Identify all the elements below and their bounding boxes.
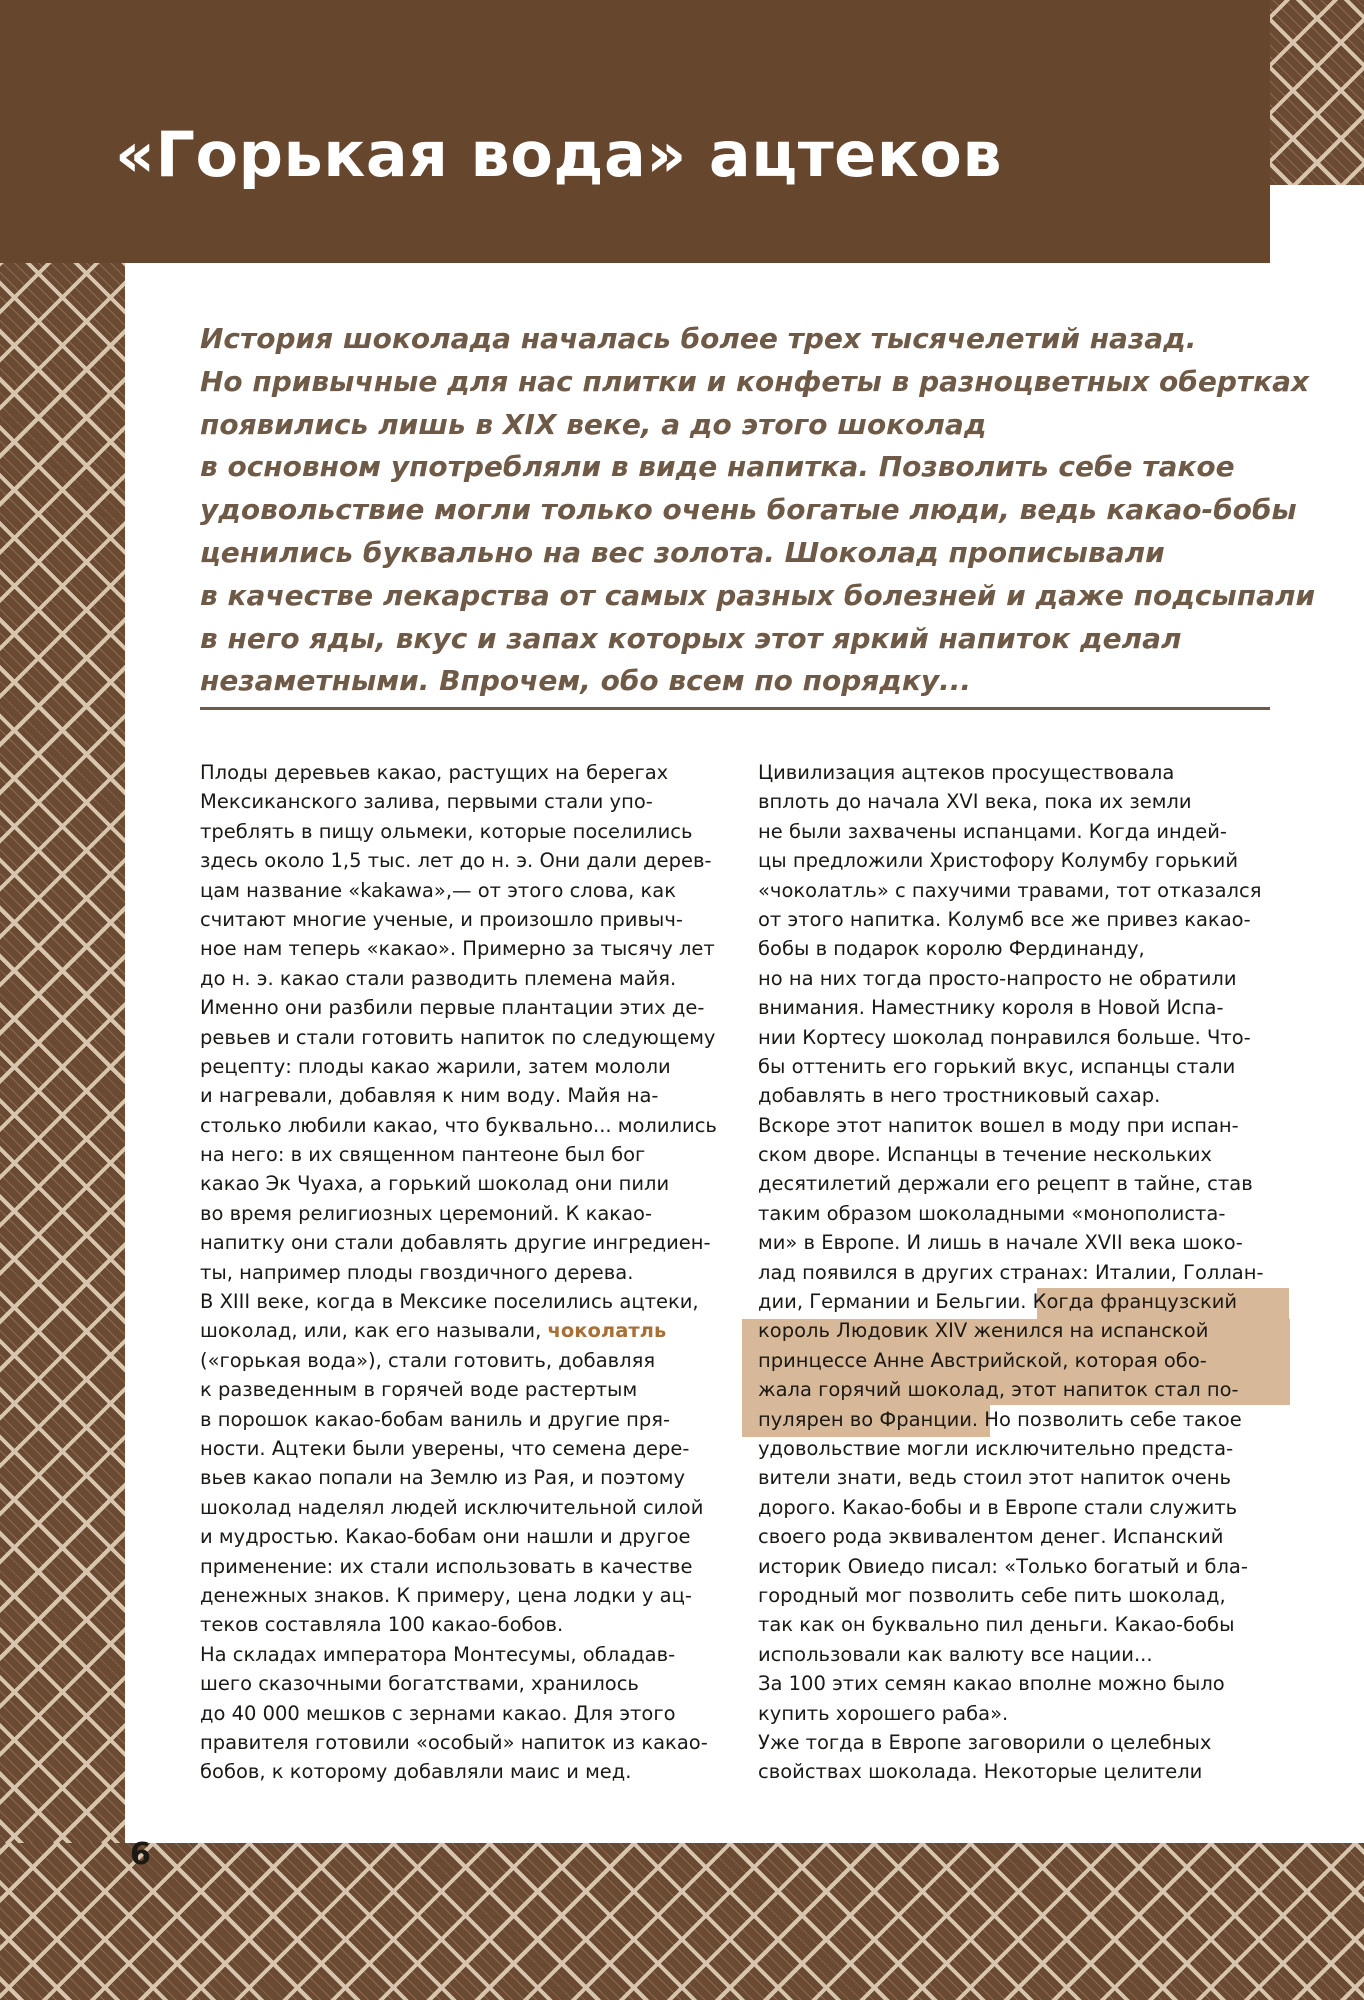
right-column [758, 758, 1278, 1787]
text-line: («горькая вода»), стали готовить, добавляя [200, 1348, 656, 1372]
text-line: бы оттенить его горький вкус, испанцы стали [758, 1054, 1236, 1078]
intro-paragraph [200, 318, 1316, 703]
text-line: бобы в подарок королю Фердинанду, [758, 937, 1145, 961]
text-line: купить хорошего раба». [758, 1701, 1009, 1725]
intro-line: в него яды, вкус и запах которых этот яркий напиток делал [200, 621, 1182, 655]
text-line: пулярен во Франции. Но позволить себе такое [758, 1407, 1242, 1431]
text-line: свойствах шоколада. Некоторые целители [758, 1760, 1203, 1784]
text-line: к разведенным в горячей воде растертым [200, 1378, 638, 1402]
text-line: и мудростью. Какао-бобам они нашли и другое [200, 1525, 691, 1549]
text-line: десятилетий держали его рецепт в тайне, став [758, 1172, 1253, 1196]
highlighted-term: чоколатль [547, 1319, 667, 1343]
decorative-pattern-top-right [1270, 0, 1364, 185]
text-line: Плоды деревьев какао, растущих на берегах [200, 761, 669, 784]
text-line: треблять в пищу ольмеки, которые поселились [200, 819, 693, 843]
text-line: столько любили какао, что буквально... молились [200, 1113, 717, 1137]
text-line: ревьев и стали готовить напиток по следующему [200, 1025, 716, 1049]
title-banner [0, 0, 1270, 263]
intro-line: ценились буквально на вес золота. Шоколад прописывали [200, 535, 1165, 569]
text-line: применение: их стали использовать в качестве [200, 1554, 693, 1578]
text-line: рецепту: плоды какао жарили, затем мололи [200, 1054, 671, 1078]
intro-line: в основном употребляли в виде напитка. Позволить себе такое [200, 450, 1235, 484]
term-prefix: шоколад, или, как его называли, [200, 1319, 548, 1343]
text-line: теков составляла 100 какао-бобов. [200, 1613, 564, 1637]
text-line: и нагревали, добавляя к ним воду. Майя на- [200, 1084, 659, 1108]
text-line: Цивилизация ацтеков просуществовала [758, 761, 1175, 784]
text-line: вплоть до начала XVI века, пока их земли [758, 790, 1192, 814]
text-line: Уже тогда в Европе заговорили о целебных [758, 1730, 1212, 1754]
text-line: На складах императора Монтесумы, обладав- [200, 1642, 676, 1666]
text-line: какао Эк Чуаха, а горький шоколад они пили [200, 1172, 670, 1196]
left-column [200, 758, 720, 1787]
text-line: В XIII веке, когда в Мексике поселились ацтеки, [200, 1290, 699, 1314]
text-line: принцессе Анне Австрийской, которая обо- [758, 1348, 1207, 1372]
text-line: так как он буквально пил деньги. Какао-бобы [758, 1613, 1235, 1637]
text-line: здесь около 1,5 тыс. лет до н. э. Они дали дерев- [200, 849, 712, 873]
text-line: напитку они стали добавлять другие ингредиен- [200, 1231, 711, 1255]
text-line: шоколад наделял людей исключительной силой [200, 1495, 704, 1519]
intro-line: в качестве лекарства от самых разных болезней и даже подсыпали [200, 578, 1316, 612]
intro-line: История шоколада началась более трех тысячелетий назад. [200, 322, 1197, 355]
text-line: Вскоре этот напиток вошел в моду при испан- [758, 1113, 1239, 1137]
text-line: таким образом шоколадными «монополиста- [758, 1201, 1226, 1225]
text-line: лад появился в других странах: Италии, Голлан- [758, 1260, 1264, 1284]
intro-line: незаметными. Впрочем, обо всем по порядку... [200, 664, 972, 698]
text-line: ском дворе. Испанцы в течение нескольких [758, 1143, 1212, 1167]
text-line: не были захвачены испанцами. Когда индей- [758, 819, 1227, 843]
text-line: ное нам теперь «какао». Примерно за тысячу лет [200, 937, 715, 961]
text-line: ности. Ацтеки были уверены, что семена дере- [200, 1436, 690, 1460]
intro-line: Но привычные для нас плитки и конфеты в разноцветных обертках [200, 364, 1310, 398]
decorative-pattern-left [0, 258, 125, 1843]
text-line: бобов, к которому добавляли маис и мед. [200, 1760, 632, 1784]
text-line: во время религиозных церемоний. К какао- [200, 1201, 652, 1225]
text-line: нии Кортесу шоколад понравился больше. Что- [758, 1025, 1251, 1049]
text-line: жала горячий шоколад, этот напиток стал по- [758, 1378, 1239, 1402]
text-line: считают многие ученые, и произошло привыч- [200, 907, 683, 931]
text-line: вители знати, ведь стоил этот напиток очень [758, 1466, 1231, 1490]
text-line: но на них тогда просто-напросто не обратили [758, 966, 1237, 990]
page-title: «Горькая вода» ацтеков [115, 118, 1003, 191]
intro-line: удовольствие могли только очень богатые люди, ведь какао-бобы [200, 493, 1297, 527]
text-line-with-term [200, 1316, 720, 1345]
text-line: шего сказочными богатствами, хранилось [200, 1672, 639, 1696]
text-line: историк Овиедо писал: «Только богатый и бла- [758, 1554, 1248, 1578]
text-line: Именно они разбили первые плантации этих де- [200, 996, 705, 1020]
text-line: За 100 этих семян какао вполне можно было [758, 1672, 1225, 1696]
text-line: использовали как валюту все нации... [758, 1642, 1153, 1666]
text-line: в порошок какао-бобам ваниль и другие пря- [200, 1407, 670, 1431]
intro-line: появились лишь в XIX веке, а до этого шоколад [200, 407, 987, 441]
text-line: до н. э. какао стали разводить племена майя. [200, 966, 677, 990]
text-line: удовольствие могли исключительно предста- [758, 1436, 1234, 1460]
text-line: король Людовик XIV женился на испанской [758, 1319, 1209, 1343]
text-line: цам название «kakawa»,— от этого слова, как [200, 878, 677, 902]
text-line: «чоколатль» с пахучими травами, тот отказался [758, 878, 1262, 902]
text-line: своего рода эквивалентом денег. Испанский [758, 1525, 1224, 1549]
text-line: дорого. Какао-бобы и в Европе стали служить [758, 1495, 1238, 1519]
text-line: дии, Германии и Бельгии. Когда французский [758, 1290, 1238, 1314]
text-line: правителя готовили «особый» напиток из какао- [200, 1730, 708, 1754]
text-line: вьев какао попали на Землю из Рая, и поэтому [200, 1466, 686, 1490]
decorative-pattern-bottom [0, 1843, 1364, 2000]
text-line: городный мог позволить себе пить шоколад, [758, 1583, 1226, 1607]
text-line: до 40 000 мешков с зернами какао. Для этого [200, 1701, 676, 1725]
intro-divider [200, 707, 1270, 710]
text-line: на него: в их священном пантеоне был бог [200, 1143, 646, 1167]
text-line: ми» в Европе. И лишь в начале XVII века шоко- [758, 1231, 1243, 1255]
text-line: от этого напитка. Колумб все же привез какао- [758, 907, 1251, 931]
text-line: Мексиканского залива, первыми стали упо- [200, 790, 653, 814]
text-line: ты, например плоды гвоздичного дерева. [200, 1260, 634, 1284]
text-line: добавлять в него тростниковый сахар. [758, 1084, 1161, 1108]
page-number: 6 [130, 1837, 151, 1872]
text-line: денежных знаков. К примеру, цена лодки у ац- [200, 1583, 692, 1607]
text-line: внимания. Наместнику короля в Новой Испа- [758, 996, 1224, 1020]
text-line: цы предложили Христофору Колумбу горький [758, 849, 1239, 873]
